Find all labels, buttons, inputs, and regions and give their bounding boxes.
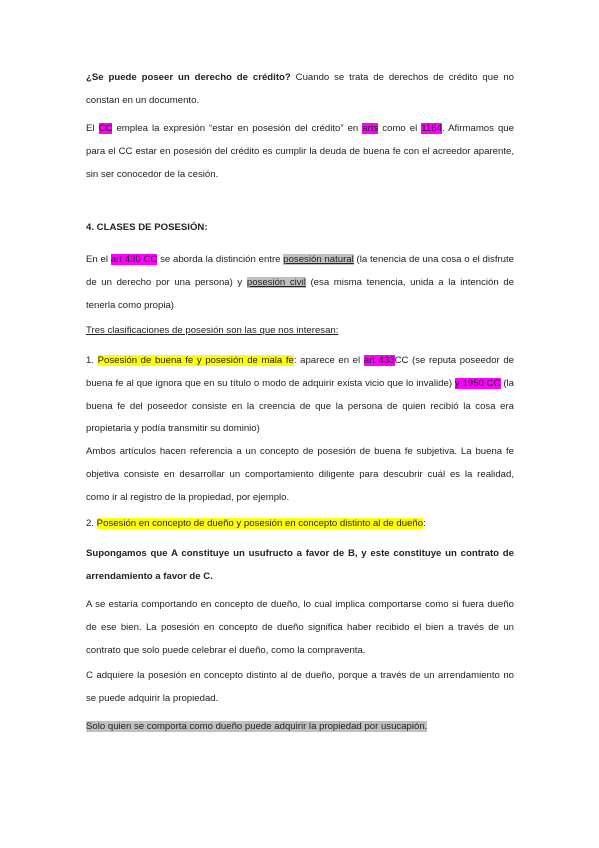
- text-run: El: [86, 123, 99, 134]
- paragraph-art-430: [86, 249, 514, 317]
- paragraph-credit-question: [86, 67, 514, 113]
- paragraph-cc-expression: [86, 118, 514, 186]
- text-run: 2.: [86, 518, 97, 529]
- text-run: (la tenencia de una cosa o el disfrute de un derecho por una persona) y: [86, 254, 515, 288]
- highlight-posesion-civil: posesión civil: [246, 276, 306, 288]
- text-run: :: [423, 518, 426, 529]
- paragraph-buena-fe: [86, 350, 514, 441]
- text-run: emplea la expresión “estar en posesión del crédito” en: [112, 123, 363, 134]
- highlight-art-430: art 430 CC: [110, 254, 158, 265]
- highlight-1950: y 1950 CC: [454, 377, 501, 389]
- paragraph-concepto-distinto: C adquiere la posesión en concepto distinto al de dueño, porque a través de un arrendamiento no se puede adquirir la propiedad.: [86, 670, 514, 704]
- paragraph-comportando-dueno: A se estaría comportando en concepto de dueño, lo cual implica comportarse como si fuera dueño de ese bien. La posesión en concepto de dueño significa haber recibido el bien a través de un contrato que solo puede celebrar el dueño, como la compraventa.: [86, 599, 514, 656]
- paragraph-three-classifications: Tres clasificaciones de posesión son las que nos interesan:: [86, 325, 339, 336]
- highlight-arts: arts: [362, 123, 379, 134]
- highlight-cc: CC: [98, 123, 113, 134]
- text-run: . Afirmamos que para el CC estar en posesión del crédito es cumplir la deuda de buena fe con el acreedor aparente, sin ser conocedor de la cesión.: [86, 123, 514, 180]
- highlight-posesion-natural: posesión natural: [283, 254, 354, 265]
- text-run: (esa misma tenencia, unida a la intención de tenerla como propia): [86, 276, 514, 311]
- highlight-1164: 1164: [421, 123, 442, 134]
- paragraph-buena-fe-subjetiva: Ambos artículos hacen referencia a un concepto de posesión de buena fe subjetiva. La buena fe objetiva consiste en desarrollar un comportamiento diligente para descubrir cuál es la realidad, como ir al registro de la propiedad, por ejemplo.: [86, 446, 514, 503]
- section-heading: 4. CLASES DE POSESIÓN:: [86, 222, 208, 233]
- paragraph-concepto-dueno: [86, 513, 514, 536]
- text-run: se aborda la distinción entre: [157, 254, 284, 265]
- text-run: como el: [378, 123, 422, 134]
- paragraph-supongamos: Supongamos que A constituye un usufructo a favor de B, y este constituye un contrato de arrendamiento a favor de C.: [86, 548, 514, 582]
- highlight-art-433: art 433: [363, 355, 395, 366]
- text-run: : aparece en el: [293, 355, 364, 366]
- question-text: ¿Se puede poseer un derecho de crédito?: [86, 72, 291, 83]
- highlight-buena-fe-title: Posesión de buena fe y posesión de mala fe: [97, 355, 294, 366]
- text-run: (la buena fe del poseedor consiste en la creencia de que la persona de quien recibió la cosa era propietaria y podía transmitir su dominio): [86, 377, 515, 435]
- text-run: 1.: [86, 355, 98, 366]
- highlight-concepto-dueno-title: Posesión en concepto de dueño y posesión en concepto distinto al de dueño: [96, 518, 424, 529]
- paragraph-usucapion: [86, 716, 514, 739]
- highlight-usucapion: Solo quien se comporta como dueño puede adquirir la propiedad por usucapión.: [86, 721, 428, 732]
- text-run: CC (se reputa poseedor de buena fe al que ignora que en su título o modo de adquirir exista vicio que lo invalide): [86, 355, 515, 389]
- question-rest: Cuando se trata de derechos de crédito que no constan en un documento.: [86, 72, 514, 106]
- text-run: En el: [86, 254, 111, 265]
